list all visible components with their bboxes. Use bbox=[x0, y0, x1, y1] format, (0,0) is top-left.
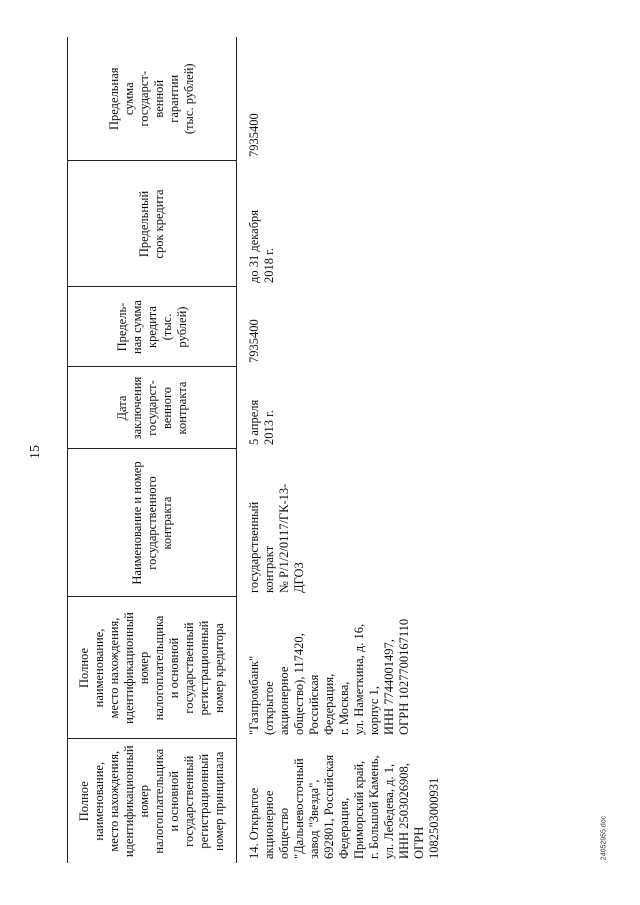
text-line: государственный контракт bbox=[247, 501, 276, 593]
header-credit-term bbox=[68, 161, 237, 287]
text-line: государст- bbox=[144, 380, 159, 436]
text-line: № Р/1/2/0117/ГК-13-ДГОЗ bbox=[277, 483, 306, 593]
text-line: регистрационный bbox=[197, 753, 211, 849]
text-line: 7935400 bbox=[247, 319, 261, 363]
text-line: номер кредитора bbox=[212, 623, 226, 713]
cell-principal bbox=[237, 739, 446, 863]
text-line: регистрационный bbox=[197, 620, 211, 716]
text-line: ОГРН 1082503000931 bbox=[412, 777, 441, 859]
text-line: государственного контракта bbox=[144, 476, 174, 570]
text-line: ул. Наметкина, д. 16, bbox=[352, 623, 366, 735]
cell-guarantee-limit bbox=[237, 37, 446, 161]
text-line: ная сумма bbox=[129, 300, 144, 354]
text-line: Полное bbox=[77, 781, 91, 822]
text-line: 5 апреля bbox=[247, 399, 261, 445]
text-line: Федерация, bbox=[337, 797, 351, 859]
header-creditor bbox=[68, 597, 237, 739]
text-line: налогоплательщика bbox=[152, 615, 166, 721]
text-line: номер bbox=[137, 785, 151, 818]
text-line: и основной bbox=[167, 637, 181, 699]
table-header-row bbox=[68, 37, 237, 863]
text-line: 692801, Российская bbox=[322, 754, 336, 859]
text-line: 7935400 bbox=[247, 113, 261, 157]
cell-credit-term bbox=[237, 161, 446, 287]
text-line: завод "Звезда", bbox=[307, 779, 321, 859]
text-line: акционерное bbox=[262, 790, 276, 859]
text-line: общество), 117420, bbox=[292, 633, 306, 735]
text-line: ИНН 2503026908, bbox=[397, 763, 411, 859]
text-line: акционерное bbox=[277, 666, 291, 735]
header-credit-limit bbox=[68, 287, 237, 367]
header-contract-date bbox=[68, 367, 237, 449]
text-line: (тыс. рублей) bbox=[182, 63, 196, 135]
text-line: налогоплательщика bbox=[152, 748, 166, 854]
text-line: наименование, bbox=[92, 628, 106, 708]
text-line: Предель- bbox=[114, 302, 129, 352]
text-line: Приморский край, bbox=[352, 760, 366, 859]
text-line: (открытое bbox=[262, 681, 276, 735]
text-line: ИНН 7744001497, bbox=[382, 639, 396, 735]
text-line: венного bbox=[159, 386, 174, 430]
document-code: 24052955.doc bbox=[600, 815, 608, 861]
text-line: номер принципала bbox=[212, 751, 226, 851]
text-line: наименование, bbox=[92, 761, 106, 841]
header-principal bbox=[68, 739, 237, 863]
text-line: корпус 1, bbox=[367, 686, 381, 735]
text-line: Наименование и номер bbox=[129, 461, 144, 585]
text-line: г. Москва, bbox=[337, 681, 351, 735]
text-line: "Дальневосточный bbox=[292, 758, 306, 859]
cell-contract bbox=[237, 449, 446, 597]
text-line: до 31 декабря bbox=[247, 209, 261, 283]
guarantee-table bbox=[67, 37, 445, 863]
text-line: 14. Открытое bbox=[247, 787, 261, 859]
text-line: Предельная bbox=[107, 67, 121, 130]
text-line: Российская bbox=[307, 674, 321, 735]
text-line: место нахождения, bbox=[107, 750, 121, 852]
cell-contract-date bbox=[237, 367, 446, 449]
text-line: идентификационный bbox=[122, 612, 136, 724]
text-line: Федерация, bbox=[322, 673, 336, 735]
text-line: венной bbox=[152, 79, 166, 118]
text-line: номер bbox=[137, 651, 151, 685]
text-line: ОГРН 1027700167110 bbox=[397, 618, 411, 735]
text-line: государст- bbox=[137, 70, 151, 127]
text-line: 2013 г. bbox=[262, 410, 276, 445]
text-line: идентификационный bbox=[122, 745, 136, 858]
page-number: 15 bbox=[28, 445, 43, 459]
text-line: заключения bbox=[129, 376, 144, 440]
text-line: срок кредита bbox=[152, 189, 166, 259]
rotated-table-container bbox=[67, 37, 547, 863]
text-line: Дата bbox=[114, 395, 129, 421]
text-line: ул. Лебедева, д. 1, bbox=[382, 763, 396, 859]
header-contract bbox=[68, 449, 237, 597]
text-line: "Газпромбанк" bbox=[247, 655, 261, 735]
text-line: сумма bbox=[122, 82, 136, 116]
text-line: государственный bbox=[182, 622, 196, 714]
text-line: кредита bbox=[144, 306, 159, 348]
text-line: место нахождения, bbox=[107, 617, 121, 719]
text-line: Предельный bbox=[137, 190, 151, 258]
text-line: 2018 г. bbox=[262, 248, 276, 283]
text-line: (тыс. bbox=[159, 313, 174, 341]
cell-credit-limit bbox=[237, 287, 446, 367]
text-line: общество bbox=[277, 807, 291, 859]
header-guarantee-limit bbox=[68, 37, 237, 161]
text-line: государственный bbox=[182, 755, 196, 847]
text-line: г. Большой Камень, bbox=[367, 755, 381, 859]
text-line: рублей) bbox=[174, 306, 189, 348]
text-line: и основной bbox=[167, 771, 181, 832]
table-row bbox=[237, 37, 446, 863]
text-line: гарантии bbox=[167, 74, 181, 123]
text-line: контракта bbox=[174, 381, 189, 435]
cell-creditor bbox=[237, 597, 446, 739]
text-line: Полное bbox=[77, 648, 91, 688]
